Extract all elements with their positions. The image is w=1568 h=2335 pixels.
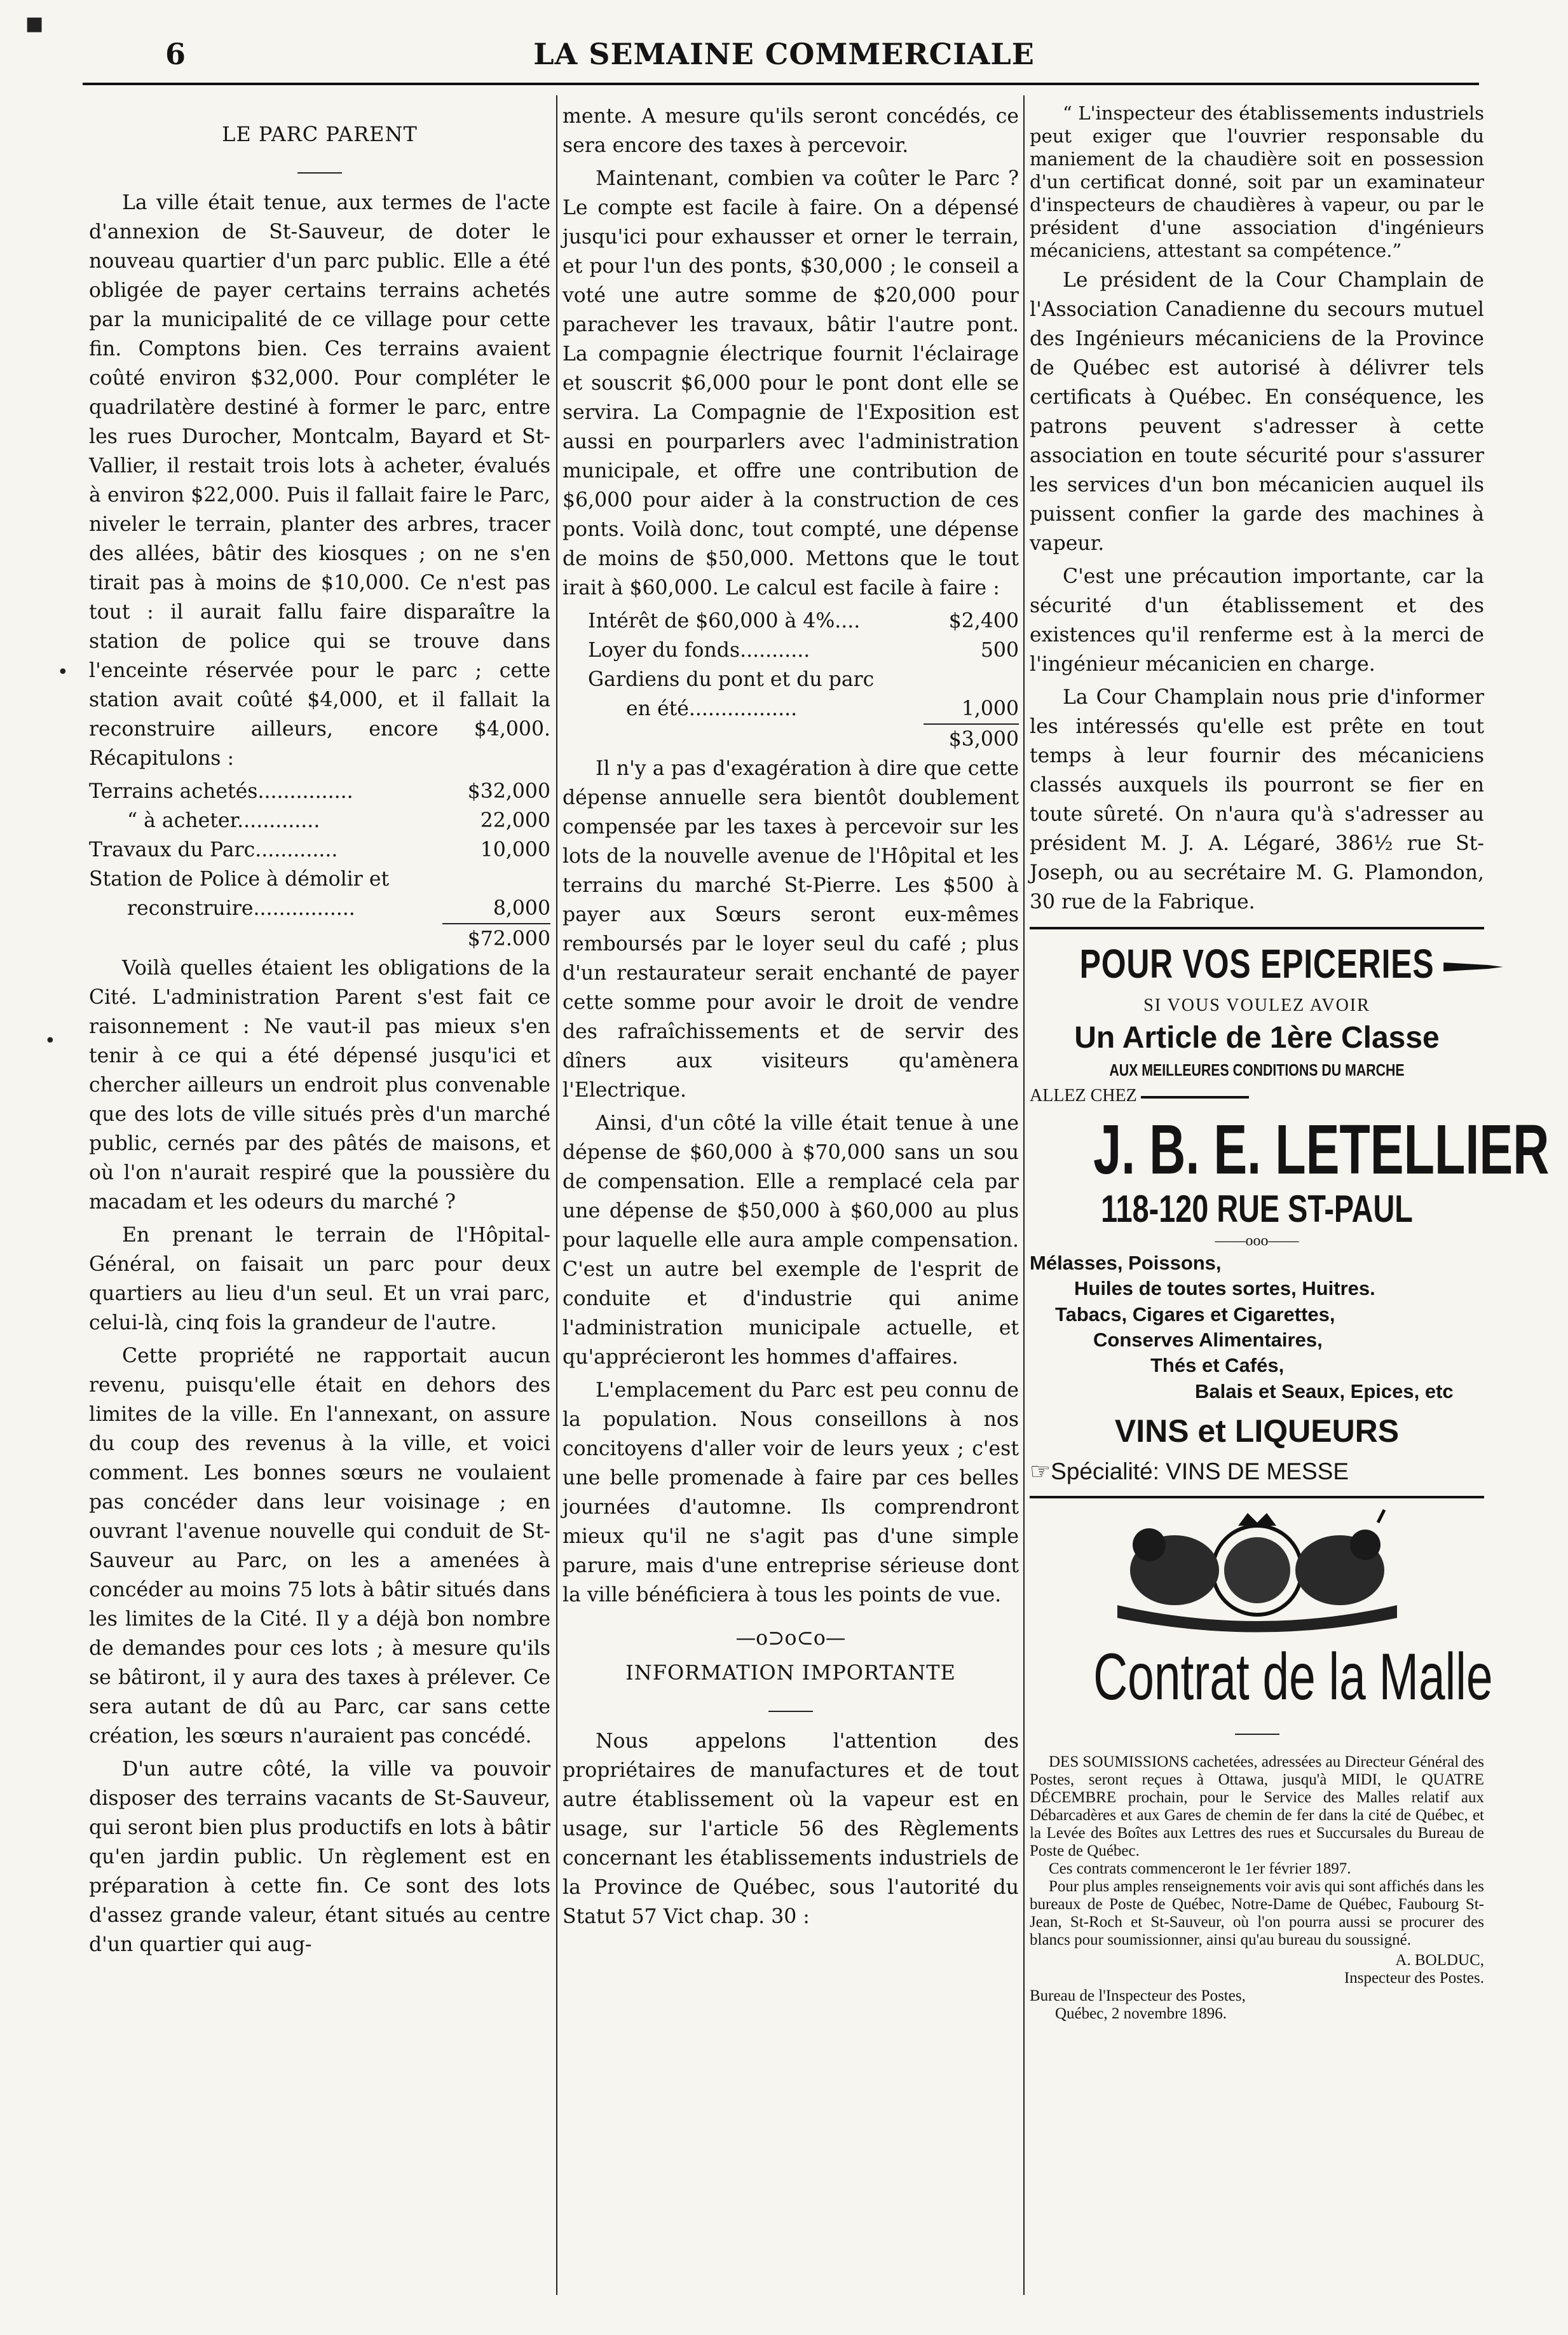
- notice-paragraph: DES SOUMISSIONS cachetées, adressées au Directeur Général des Postes, seront reçues à Ottawa, jusqu'à MIDI, le QUATRE DÉCEMBRE prochain, pour le Service des Malles relatif aux Débarcadères et aux Gares de chemin de fer dans la cité de Québec, et la Levée des Boîtes aux Lettres des rues et Succursales du Bureau de Poste de Québec.: [1030, 1753, 1484, 1859]
- ledger-row: Terrains achetés............... $32,000: [89, 780, 550, 803]
- paragraph: En prenant le terrain de l'Hôpital-Général, on faisait un parc pour deux quartiers au lieu d'un seul. Et un vrai parc, celui-là, cinq fois la grandeur de l'autre.: [89, 1224, 550, 1334]
- ad-article-line: Un Article de 1ère Classe: [1074, 1021, 1440, 1055]
- column-1: [89, 102, 550, 2320]
- letellier-advertisement: [1030, 940, 1550, 1486]
- goods-line: Conserves Alimentaires,: [1093, 1328, 1323, 1351]
- paragraph: D'un autre côté, la ville va pouvoir disposer des terrains vacants de St-Sauveur, qui seront bien plus productifs en lots à bâtir qu'en jardin public. Un règlement est en préparation à cette fin. Ce sont des lots d'assez grande valeur, étant situés au centre d'un quartier qui aug-: [89, 1758, 550, 1956]
- paragraph: L'emplacement du Parc est peu connu de la population. Nous conseillons à nos concitoyens d'aller voir de leurs yeux ; c'est une belle promenade à faire par ces belles journées d'automne. Ils comprendront mieux qu'il ne s'agit pas d'une simple parure, mais d'une entreprise sérieuse dont la ville bénéficiera à tous les points de vue.: [562, 1379, 1019, 1606]
- quote-paragraph: “ L'inspecteur des établissements industriels peut exiger que l'ouvrier responsable du maniement de la chaudière soit en possession d'un certificat donné, soit par un examinateur d'inspecteurs de chaudières à vapeur, ou par le président d'une association d'ingénieurs mécaniciens, attestant sa compétence.”: [1030, 102, 1484, 261]
- margin-mark: •: [57, 661, 69, 683]
- column-divider: [556, 95, 557, 2295]
- title-dash: [562, 1691, 1019, 1720]
- notice-date: Québec, 2 novembre 1896.: [1055, 2004, 1227, 2022]
- ad-specialite: ☞Spécialité: VINS DE MESSE: [1030, 1458, 1349, 1484]
- ledger-row: Loyer du fonds........... 500: [588, 639, 1019, 662]
- header-rule: [83, 83, 1479, 85]
- ad-headline: POUR VOS EPICERIES: [1080, 940, 1435, 989]
- paragraph: Le président de la Cour Champlain de l'Association Canadienne du secours mutuel des Ingénieurs mécaniciens de la Province de Québec est autorisé à délivrer tels certificats à Québec. En conséquence, les patrons peuvent s'adresser à cette association en toute sécurité pour s'assurer les services d'un bon mécanicien auquel ils puissent confier la garde des machines à vapeur.: [1030, 269, 1484, 555]
- ad-allez: ALLEZ CHEZ: [1030, 1085, 1484, 1107]
- ornament-divider: —o⊃o⊂o—: [735, 1627, 846, 1650]
- margin-mark: •: [44, 1030, 56, 1052]
- ledger-row: Intérêt de $60,000 à 4%.... $2,400: [588, 610, 1019, 633]
- goods-line: Tabacs, Cigares et Cigarettes,: [1055, 1303, 1335, 1325]
- paragraph: Nous appelons l'attention des propriétaires de manufactures et de tout autre établissement où la vapeur est en usage, sur l'article 56 des Règlements concernant les établissements industriels de la Province de Québec, sous l'autorité du Statut 57 Vict chap. 30 :: [562, 1730, 1019, 1928]
- ledger-row: “ à acheter............. 22,000: [127, 809, 550, 832]
- column-2: [562, 102, 1019, 2320]
- ad-rule: [1030, 1496, 1484, 1498]
- goods-line: Huiles de toutes sortes, Huitres.: [1074, 1277, 1375, 1300]
- ad-rule: [1030, 927, 1484, 929]
- royal-crest-icon: [1079, 1510, 1435, 1637]
- goods-line: Mélasses, Poissons,: [1030, 1252, 1222, 1275]
- goods-line: Thés et Cafés,: [1150, 1354, 1285, 1377]
- paragraph: Ainsi, d'un côté la ville était tenue à une dépense de $60,000 à $70,000 sans un sou de compensation. Elle a remplacé cela par une dépense de $50,000 à $60,000 au plus pour laquelle elle aura ample compensation. C'est un autre bel exemple de l'esprit de conduite et d'industrie qui anime l'administration municipale actuelle, et qu'apprécieront les hommes d'affaires.: [562, 1112, 1019, 1369]
- ledger-row: reconstruire................ 8,000: [127, 897, 550, 920]
- masthead: LA SEMAINE COMMERCIALE: [533, 37, 1035, 71]
- article-title: LE PARC PARENT: [222, 122, 418, 146]
- page-number: 6: [165, 37, 186, 71]
- ledger-row: en été................. 1,000: [626, 697, 1019, 720]
- article-title: INFORMATION IMPORTANTE: [625, 1661, 956, 1685]
- merchant-name: J. B. E. LETELLIER: [1093, 1110, 1550, 1189]
- notice-signature: A. BOLDUC,: [1395, 1951, 1484, 1969]
- arrow-icon: [1443, 957, 1503, 976]
- paragraph: mente. A mesure qu'ils seront concédés, ce sera encore des taxes à percevoir.: [562, 105, 1019, 157]
- paragraph: Cette propriété ne rapportait aucun revenu, puisqu'elle était en dehors des limites de la ville. En l'annexant, on assure du coup des revenus à la ville, et voici comment. Les bonnes sœurs ne voulaient pas concéder dans leur voisinage ; en ouvrant l'avenue nouvelle qui conduit de St-Sauveur au Parc, on les a amenées à concéder au moins 75 lots à bâtir situés dans les limites de la Cité. Il y a déjà bon nombre de demandes pour ces lots ; à mesure qu'ils se bâtiront, il y aura des taxes à prélever. Ce sera autant de dû au Parc, car sans cette création, les sœurs n'auraient pas concédé.: [89, 1345, 550, 1748]
- goods-line: Balais et Seaux, Epices, etc: [1195, 1380, 1454, 1402]
- ledger-row: Station de Police à démolir et: [89, 868, 390, 891]
- paragraph: La Cour Champlain nous prie d'informer les intéressés qu'elle est prête en tout temps à leur fournir des mécaniciens classés auxquels ils pourront se fier en toute sûreté. On n'aura qu'à s'adresser au président M. J. A. Légaré, 386½ rue St-Joseph, ou au secrétaire M. G. Plamondon, 30 rue de la Fabrique.: [1030, 686, 1484, 914]
- paragraph: Il n'y a pas d'exagération à dire que cette dépense annuelle sera bientôt doublement compensée par les taxes à percevoir sur les lots de la nouvelle avenue de l'Hôpital et les terrains du marché St-Pierre. Les $500 à payer aux Sœurs seront eux-mêmes remboursés par le loyer seul du café ; plus d'un restaurateur serait enchanté de payer cette somme pour avoir le droit de vendre des rafraîchissements et de servir des dîners aux visiteurs qu'amènera l'Electrique.: [562, 757, 1019, 1102]
- paragraph: Maintenant, combien va coûter le Parc ? Le compte est facile à faire. On a dépensé jusqu'ici pour exhausser et orner le terrain, et pour l'un des ponts, $30,000 ; le conseil a voté une autre somme de $20,000 pour parachever les travaux, bâtir l'autre pont. La compagnie électrique fournit l'éclairage et souscrit $6,000 pour le pont dont elle se servira. La Compagnie de l'Exposition est aussi en pourparlers avec l'administration municipale, et offre une contribution de $6,000 pour aider à la construction de ces ponts. Voilà donc, tout compté, une dépense de moins de $50,000. Mettons que le tout irait à $60,000. Le calcul est facile à faire :: [562, 167, 1019, 599]
- margin-mark: ■: [25, 13, 44, 35]
- page-header: [0, 0, 1568, 89]
- ad-conditions: AUX MEILLEURES CONDITIONS DU MARCHE: [1109, 1060, 1405, 1079]
- notice-paragraph: Ces contrats commenceront le 1er février 1897.: [1049, 1859, 1351, 1877]
- ad-vins: VINS et LIQUEURS: [1114, 1413, 1400, 1449]
- cost-ledger: [89, 777, 550, 954]
- paragraph: La ville était tenue, aux termes de l'acte d'annexion de St-Sauveur, de doter le nouveau quartier d'un parc public. Elle a été obligée de payer certains terrains achetés par la municipalité de ce village pour cette fin. Comptons bien. Ces terrains avaient coûté environ $32,000. Pour compléter le quadrilatère destiné à former le parc, entre les rues Durocher, Montcalm, Bayard et St-Vallier, il restait trois lots à acheter, évalués à environ $22,000. Puis il fallait faire le Parc, niveler le terrain, planter des arbres, tracer des allées, bâtir des kiosques ; on ne s'en tirait pas à moins de $10,000. Ce n'est pas tout : il aurait fallu faire disparaître la station de police qui se trouve dans l'enceinte réservée pour le parc ; cette station avait coûté $4,000, et il fallait la reconstruire ailleurs, encore $4,000. Récapitulons :: [89, 191, 550, 770]
- notice-office: Bureau de l'Inspecteur des Postes,: [1030, 1987, 1246, 2004]
- ad-ornament: ——ooo——: [1215, 1233, 1299, 1250]
- column-3: [1030, 102, 1550, 2320]
- column-divider: [1023, 95, 1025, 2295]
- merchant-address: 118-120 RUE ST-PAUL: [1101, 1188, 1413, 1231]
- mail-contract-notice: [1030, 1753, 1484, 2023]
- notice-signature-title: Inspecteur des Postes.: [1344, 1969, 1484, 1987]
- ledger-row: Travaux du Parc............. 10,000: [89, 839, 550, 861]
- paragraph: C'est une précaution importante, car la sécurité d'un établissement et des existences qu'il renferme est à la merci de l'ingénieur mécanicien en charge.: [1030, 565, 1484, 676]
- notice-title: Contrat de la Malle: [1093, 1640, 1493, 1715]
- ledger-total: $3,000: [588, 723, 1019, 754]
- ledger-row: Gardiens du pont et du parc: [588, 668, 875, 691]
- goods-list: [1030, 1250, 1484, 1404]
- notice-paragraph: Pour plus amples renseignements voir avis qui sont affichés dans les bureaux de Poste de Québec, Notre-Dame de Québec, Faubourg St-Jean, St-Roch et St-Sauveur, où l'on pourra aussi se procurer des blancs pour soumissionner, ainsi qu'au bureau du soussigné.: [1030, 1877, 1484, 1948]
- annual-cost-ledger: [562, 606, 1019, 754]
- paragraph: Voilà quelles étaient les obligations de la Cité. L'administration Parent s'est fait ce raisonnement : Ne vaut-il pas mieux s'en tenir à ce qui a été dépensé jusqu'ici et chercher ailleurs un endroit plus convenable que des lots de ville situés près d'un marché public, cernés par des pâtés de maisons, et où l'on n'aurait respiré que la poussière du macadam et les odeurs du marché ?: [89, 957, 550, 1214]
- title-dash: [89, 153, 550, 182]
- ad-subline: SI VOUS VOULEZ AVOIR: [1143, 995, 1370, 1015]
- ledger-total: $72.000: [89, 923, 550, 954]
- title-dash: [1030, 1714, 1484, 1743]
